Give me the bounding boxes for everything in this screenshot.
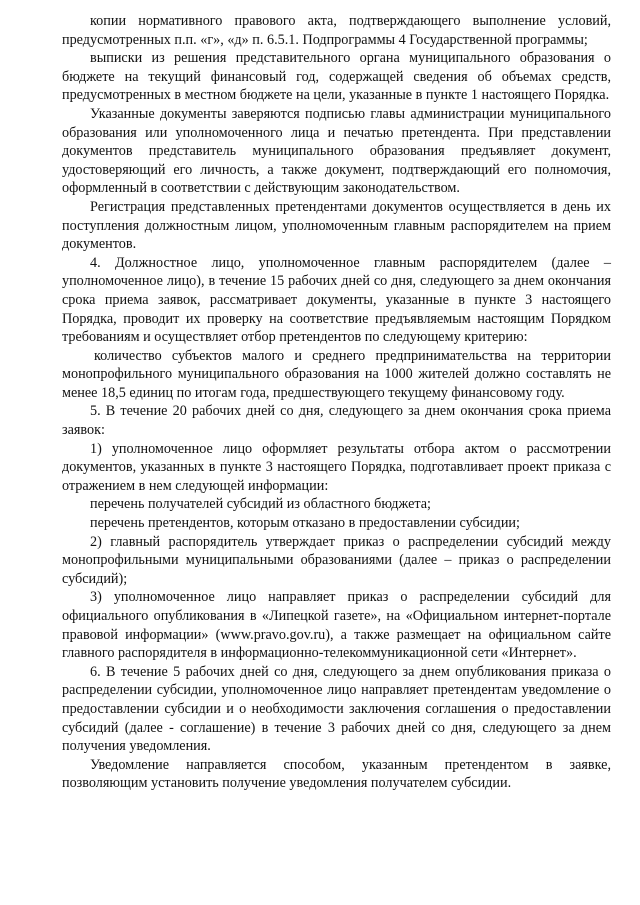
paragraph-14: Уведомление направляется способом, указанным претендентом в заявке, позволяющим установить получение уведомления получателем субсидии. <box>62 756 611 792</box>
paragraph-6: количество субъектов малого и среднего предпринимательства на территории монопрофильного муниципального образования на 1000 жителей должно составлять не менее 18,5 единиц по итогам года, предшествующего текущему финансовому году. <box>62 347 611 401</box>
paragraph-8: 1) уполномоченное лицо оформляет результаты отбора актом о рассмотрении документов, указанных в пункте 3 настоящего Порядка, подготавливает проект приказа с отражением в нем следующей информации: <box>62 440 611 494</box>
paragraph-7: 5. В течение 20 рабочих дней со дня, следующего за днем окончания срока приема заявок: <box>62 403 611 439</box>
paragraph-1: копии нормативного правового акта, подтверждающего выполнение условий, предусмотренных п.п. «г», «д» п. 6.5.1. Подпрограммы 4 Государственной программы; <box>62 13 611 48</box>
paragraph-13: 6. В течение 5 рабочих дней со дня, следующего за днем опубликования приказа о распределении субсидии, уполномоченное лицо направляет претендентам уведомление о предоставлении субсидии и о необходимости заключения соглашения о предоставлении субсидий (далее - соглашение) в течение 3 рабочих дней со дня, следующего за днем получения уведомления. <box>62 663 611 755</box>
paragraph-4: Регистрация представленных претендентами документов осуществляется в день их поступления должностным лицом, уполномоченным главным распорядителем на прием документов. <box>62 198 611 253</box>
paragraph-5: 4. Должностное лицо, уполномоченное главным распорядителем (далее – уполномоченное лицо), в течение 15 рабочих дней со дня, следующего за днем окончания срока приема заявок, рассматривает документы, указанные в пункте 3 настоящего Порядка, проводит их проверку на соответствие предъявляемым настоящим Порядком требованиям и осуществляет отбор претендентов по следующему критерию: <box>62 254 611 346</box>
paragraph-9: перечень получателей субсидий из областного бюджета; <box>90 496 432 513</box>
paragraph-11: 2) главный распорядитель утверждает приказ о распределении субсидий между монопрофильными муниципальными образованиями (далее – приказ о распределении субсидий); <box>62 533 611 587</box>
paragraph-2: выписки из решения представительного органа муниципального образования о бюджете на текущий финансовый год, содержащей сведения об объемах средств, предусмотренных в местном бюджете на цели, указанные в пункте 1 настоящего Порядка. <box>62 50 611 104</box>
paragraph-12: 3) уполномоченное лицо направляет приказ о распределении субсидий для официального опубликования в «Липецкой газете», на «Официальном интернет-портале правовой информации» (www.pravo.gov.ru), а также размещает на официальном сайте главного распорядителя в информационно-телекоммуникационной сети «Интернет». <box>62 589 611 662</box>
paragraph-10: перечень претендентов, которым отказано в предоставлении субсидии; <box>90 515 520 532</box>
paragraph-3: Указанные документы заверяются подписью главы администрации муниципального образования или уполномоченного лица и печатью претендента. При представлении документов представитель муниципального образования предъявляет документ, удостоверяющий его личность, а также документ, подтверждающий его полномочия, оформленный в соответствии с действующим законодательством. <box>62 105 611 197</box>
